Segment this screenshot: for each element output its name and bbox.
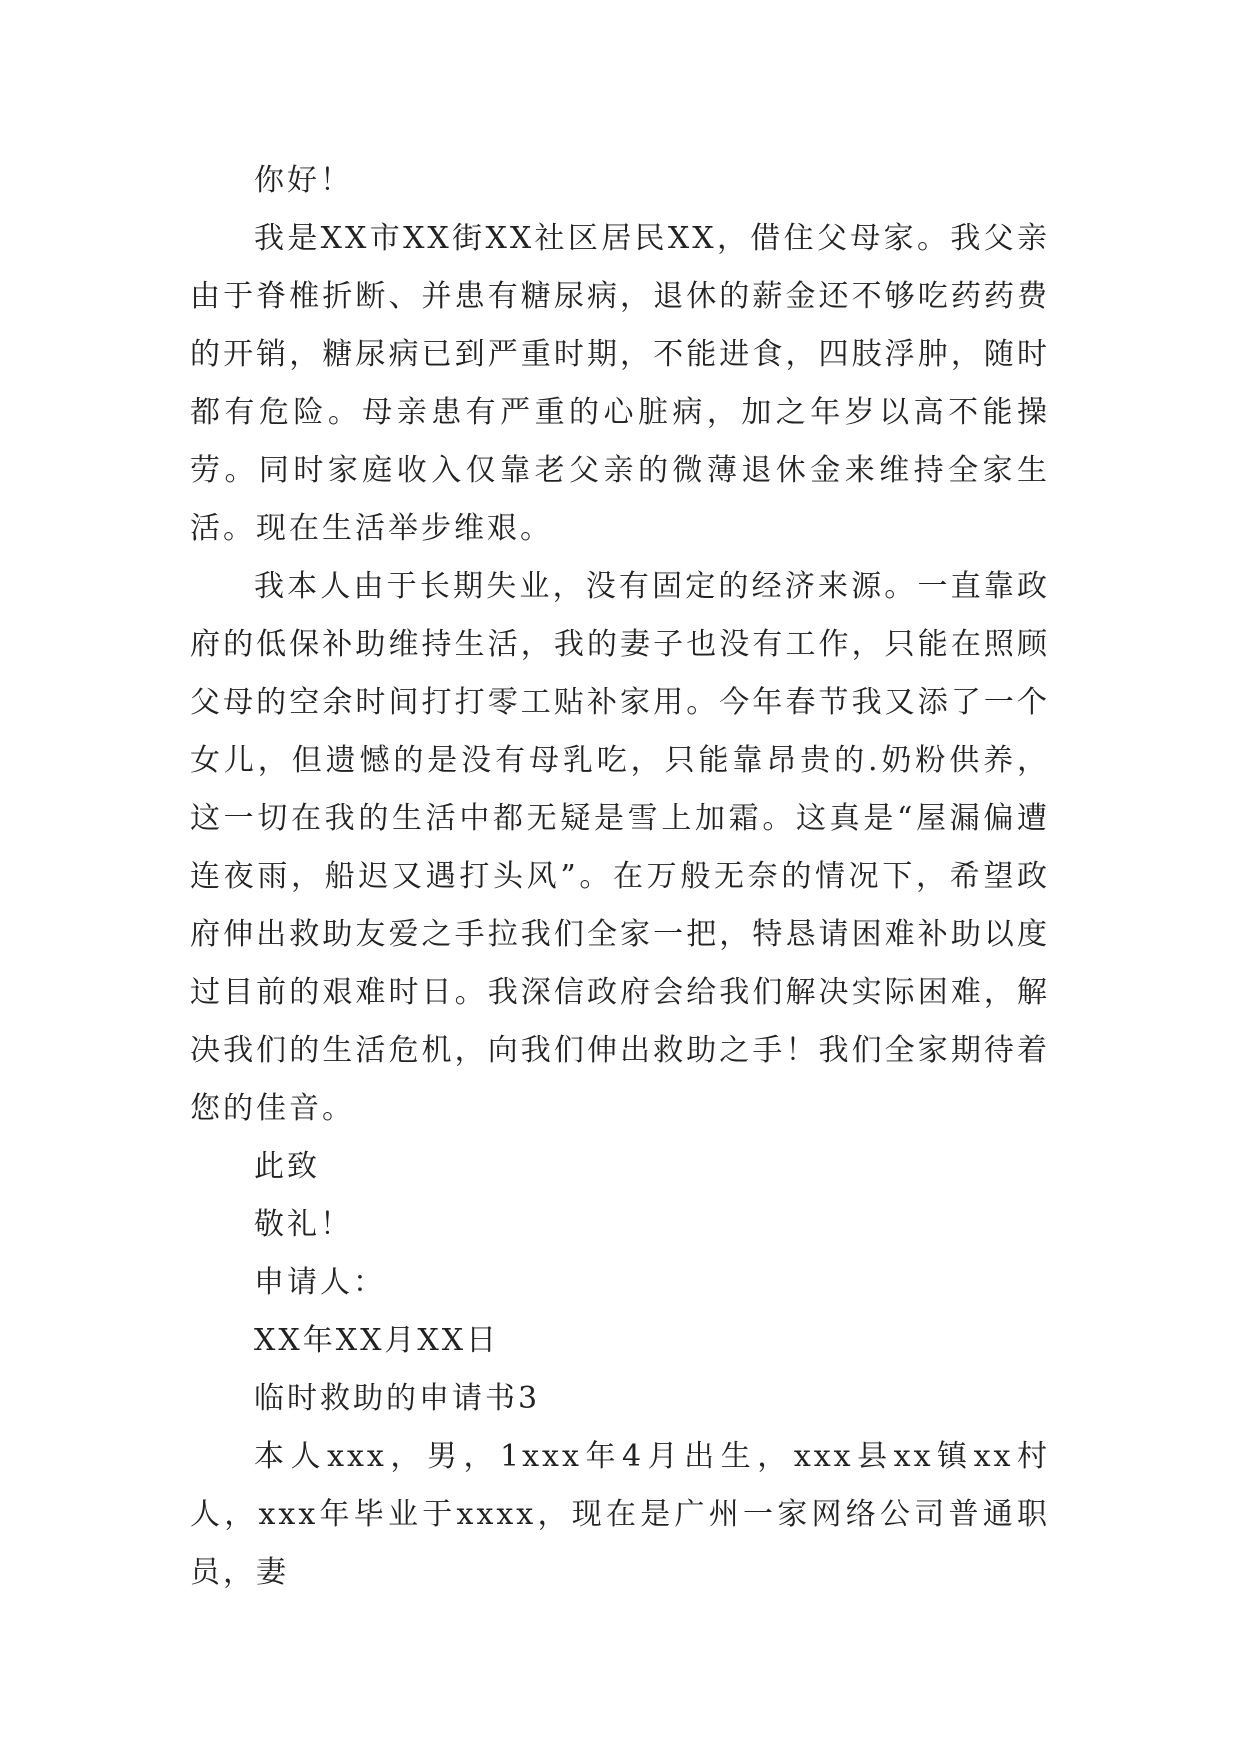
date-line: XX年XX月XX日 [254,1323,500,1358]
paragraph-personal-situation: 我本人由于长期失业，没有固定的经济来源。一直靠政府的低保补助维持生活，我的妻子也没有工作，只能在照顾父母的空余时间打打零工贴补家用。今年春节我又添了一个女儿，但遗憾的是没有母乳吃，只能靠昂贵的.奶粉供养，这一切在我的生活中都无疑是雪上加霜。这真是“屋漏偏遭连夜雨，船迟又遇打头风”。在万般无奈的情况下，希望政府伸出救助友爱之手拉我们全家一把，特恳请困难补助以度过目前的艰难时日。我深信政府会给我们解决实际困难，解决我们的生活危机，向我们伸出救助之手！我们全家期待着您的佳音。 [190,569,1050,1126]
closing-salutation: 此致 [254,1149,320,1184]
document-body [190,152,1050,1602]
paragraph-applicant-intro: 本人xxx，男，1xxx年4月出生，xxx县xx镇xx村人，xxx年毕业于xxxx，现在是广州一家网络公司普通职员，妻 [190,1439,1050,1590]
applicant-label: 申请人： [254,1265,386,1300]
paragraph-family-situation: 我是XX市XX街XX社区居民XX，借住父母家。我父亲由于脊椎折断、并患有糖尿病，退休的薪金还不够吃药药费的开销，糖尿病已到严重时期，不能进食，四肢浮肿，随时都有危险。母亲患有严重的心脏病，加之年岁以高不能操劳。同时家庭收入仅靠老父亲的微薄退休金来维持全家生活。现在生活举步维艰。 [190,221,1050,546]
greeting: 你好！ [254,163,353,198]
closing-regards: 敬礼！ [254,1207,353,1242]
section-title: 临时救助的申请书3 [254,1381,541,1416]
